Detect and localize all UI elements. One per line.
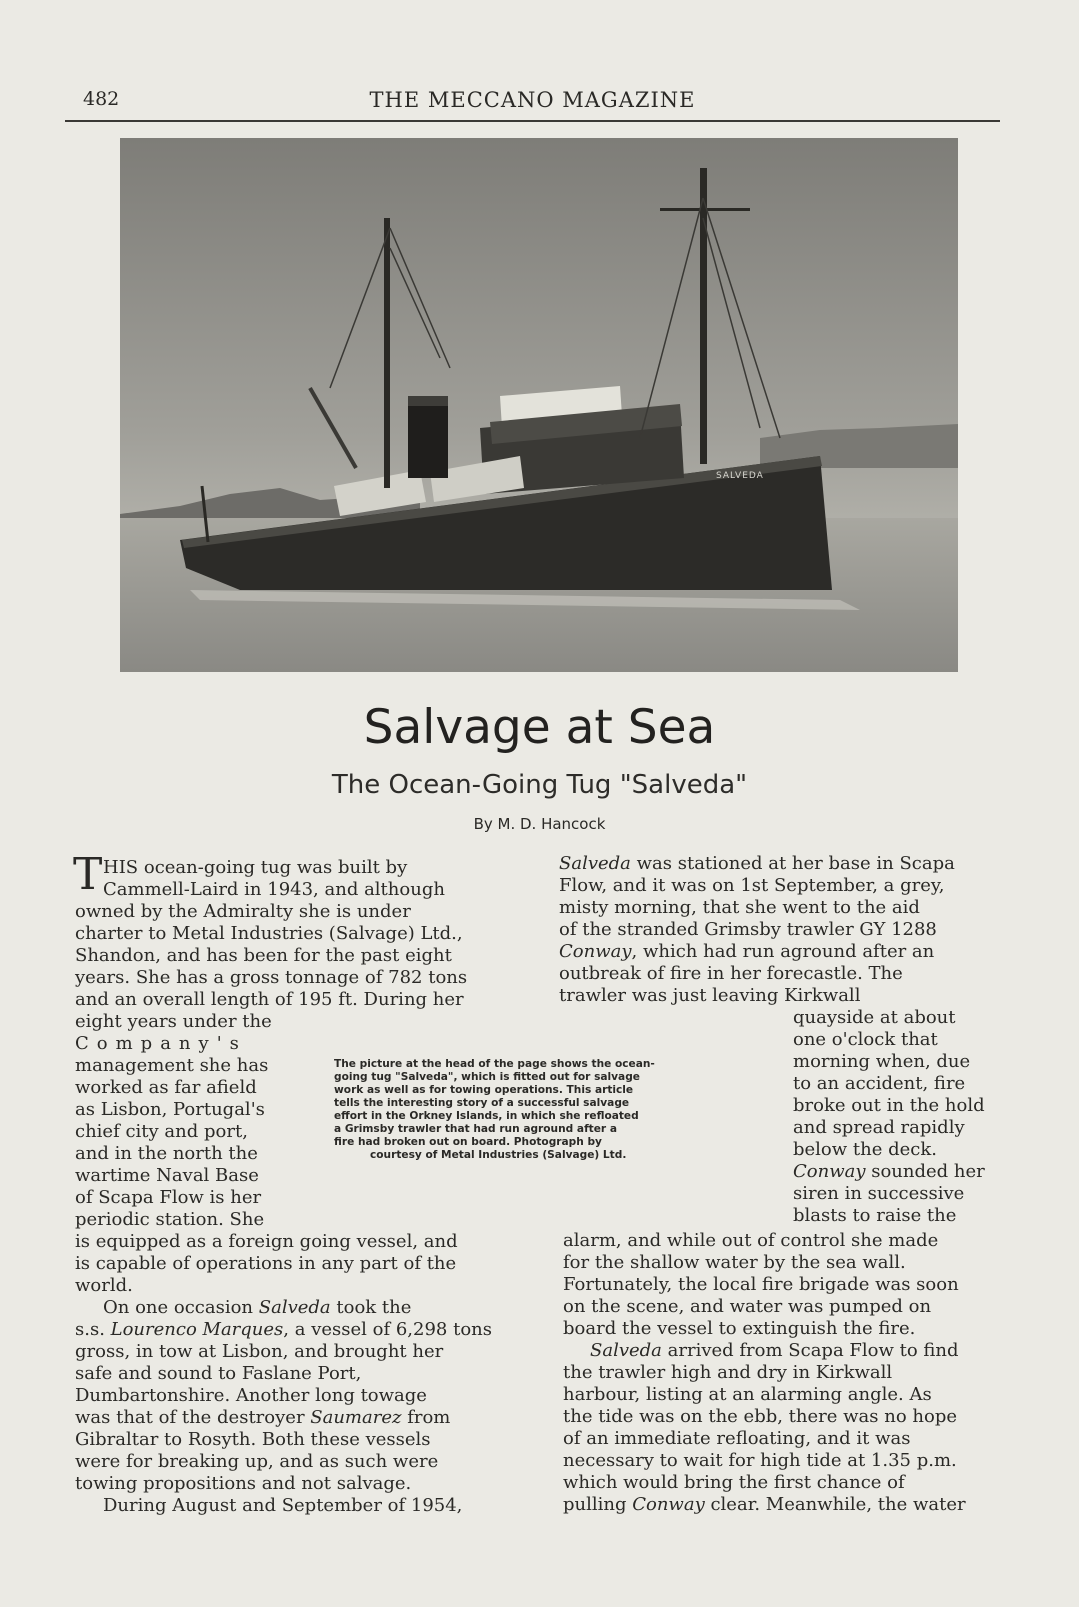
text-line: Flow, and it was on 1st September, a grey, [559, 875, 945, 896]
text-line: the trawler high and dry in Kirkwall [563, 1362, 893, 1383]
text-line: safe and sound to Faslane Port, [75, 1363, 362, 1384]
text-line: chief city and port, [75, 1121, 248, 1142]
caption-line: The picture at the head of the page shows the ocean- [334, 1058, 655, 1070]
text-line: Salveda arrived from Scapa Flow to find [590, 1340, 959, 1361]
drop-cap: T [73, 849, 103, 900]
caption-line: effort in the Orkney Islands, in which she refloated [334, 1110, 639, 1122]
caption-line: going tug "Salveda", which is fitted out for salvage [334, 1071, 640, 1083]
text-line: charter to Metal Industries (Salvage) Ltd., [75, 923, 463, 944]
text-line: eight years under the [75, 1011, 272, 1032]
text-line: necessary to wait for high tide at 1.35 p.m. [563, 1450, 957, 1471]
caption-line: courtesy of Metal Industries (Salvage) Ltd. [370, 1149, 627, 1161]
text-line: siren in successive [793, 1183, 965, 1204]
text-line: Company's [75, 1033, 247, 1054]
text-line: which would bring the first chance of [563, 1472, 905, 1493]
text-line: is equipped as a foreign going vessel, and [75, 1231, 458, 1252]
text-line: and an overall length of 195 ft. During her [75, 989, 464, 1010]
text-line: Shandon, and has been for the past eight [75, 945, 452, 966]
caption-line: work as well as for towing operations. This article [334, 1084, 634, 1096]
text-line: owned by the Admiralty she is under [75, 901, 411, 922]
header-rule [65, 120, 1000, 122]
text-line: On one occasion Salveda took the [103, 1297, 412, 1318]
tug-illustration [120, 138, 958, 672]
article-byline: By M. D. Hancock [473, 815, 606, 833]
text-line: to an accident, fire [793, 1073, 966, 1094]
text-line: alarm, and while out of control she made [563, 1230, 939, 1251]
text-line: years. She has a gross tonnage of 782 tons [75, 967, 468, 988]
text-line: Conway, which had run aground after an [559, 941, 935, 962]
text-line: trawler was just leaving Kirkwall [559, 985, 861, 1006]
text-line: Conway sounded her [793, 1161, 985, 1182]
caption-line: a Grimsby trawler that had run aground after a [334, 1123, 617, 1135]
caption-line: tells the interesting story of a successful salvage [334, 1097, 630, 1109]
hull-name-label: SALVEDA [716, 471, 764, 481]
running-head [65, 88, 1000, 114]
text-line: harbour, listing at an alarming angle. As [563, 1384, 932, 1405]
text-line: worked as far afield [75, 1077, 257, 1098]
text-line: Dumbartonshire. Another long towage [75, 1385, 427, 1406]
caption-line: fire had broken out on board. Photograph by [334, 1136, 602, 1148]
text-line: were for breaking up, and as such were [75, 1451, 439, 1472]
text-line: misty morning, that she went to the aid [559, 897, 920, 918]
page-number: 482 [83, 88, 120, 110]
article-subtitle: The Ocean-Going Tug "Salveda" [331, 770, 748, 800]
tug-photograph [120, 138, 958, 672]
text-line: the tide was on the ebb, there was no hope [563, 1406, 957, 1427]
text-line: s.s. Lourenco Marques, a vessel of 6,298 tons [75, 1319, 492, 1340]
text-line: of Scapa Flow is her [75, 1187, 262, 1208]
text-line: towing propositions and not salvage. [75, 1473, 412, 1494]
text-line: for the shallow water by the sea wall. [563, 1252, 906, 1273]
text-line: board the vessel to extinguish the fire. [563, 1318, 916, 1339]
magazine-title: THE MECCANO MAGAZINE [369, 88, 696, 112]
text-line: wartime Naval Base [75, 1165, 259, 1186]
text-line: of the stranded Grimsby trawler GY 1288 [559, 919, 937, 940]
text-line: pulling Conway clear. Meanwhile, the water [563, 1494, 966, 1515]
text-line: was that of the destroyer Saumarez from [75, 1407, 451, 1428]
text-line: Cammell-Laird in 1943, and although [103, 879, 445, 900]
text-line: below the deck. [793, 1139, 937, 1160]
text-line: Gibraltar to Rosyth. Both these vessels [75, 1429, 431, 1450]
text-line: broke out in the hold [793, 1095, 985, 1116]
text-line: one o'clock that [793, 1029, 938, 1050]
text-line: Salveda was stationed at her base in Scapa [559, 853, 955, 874]
text-line: Fortunately, the local fire brigade was soon [563, 1274, 959, 1295]
text-line: is capable of operations in any part of the [75, 1253, 457, 1274]
text-line: blasts to raise the [793, 1205, 957, 1226]
text-line: on the scene, and water was pumped on [563, 1296, 932, 1317]
text-line: outbreak of fire in her forecastle. The [559, 963, 903, 984]
text-line: of an immediate refloating, and it was [563, 1428, 911, 1449]
text-line: world. [75, 1275, 133, 1296]
text-line: During August and September of 1954, [103, 1495, 463, 1516]
text-line: HIS ocean-going tug was built by [103, 857, 408, 878]
text-line: gross, in tow at Lisbon, and brought her [75, 1341, 444, 1362]
text-line: morning when, due [793, 1051, 971, 1072]
text-line: periodic station. She [75, 1209, 265, 1230]
text-line: management she has [75, 1055, 269, 1076]
text-line: as Lisbon, Portugal's [75, 1099, 265, 1120]
text-line: quayside at about [793, 1007, 956, 1028]
text-line: and in the north the [75, 1143, 258, 1164]
text-line: and spread rapidly [793, 1117, 965, 1138]
article-title: Salvage at Sea [363, 700, 716, 755]
